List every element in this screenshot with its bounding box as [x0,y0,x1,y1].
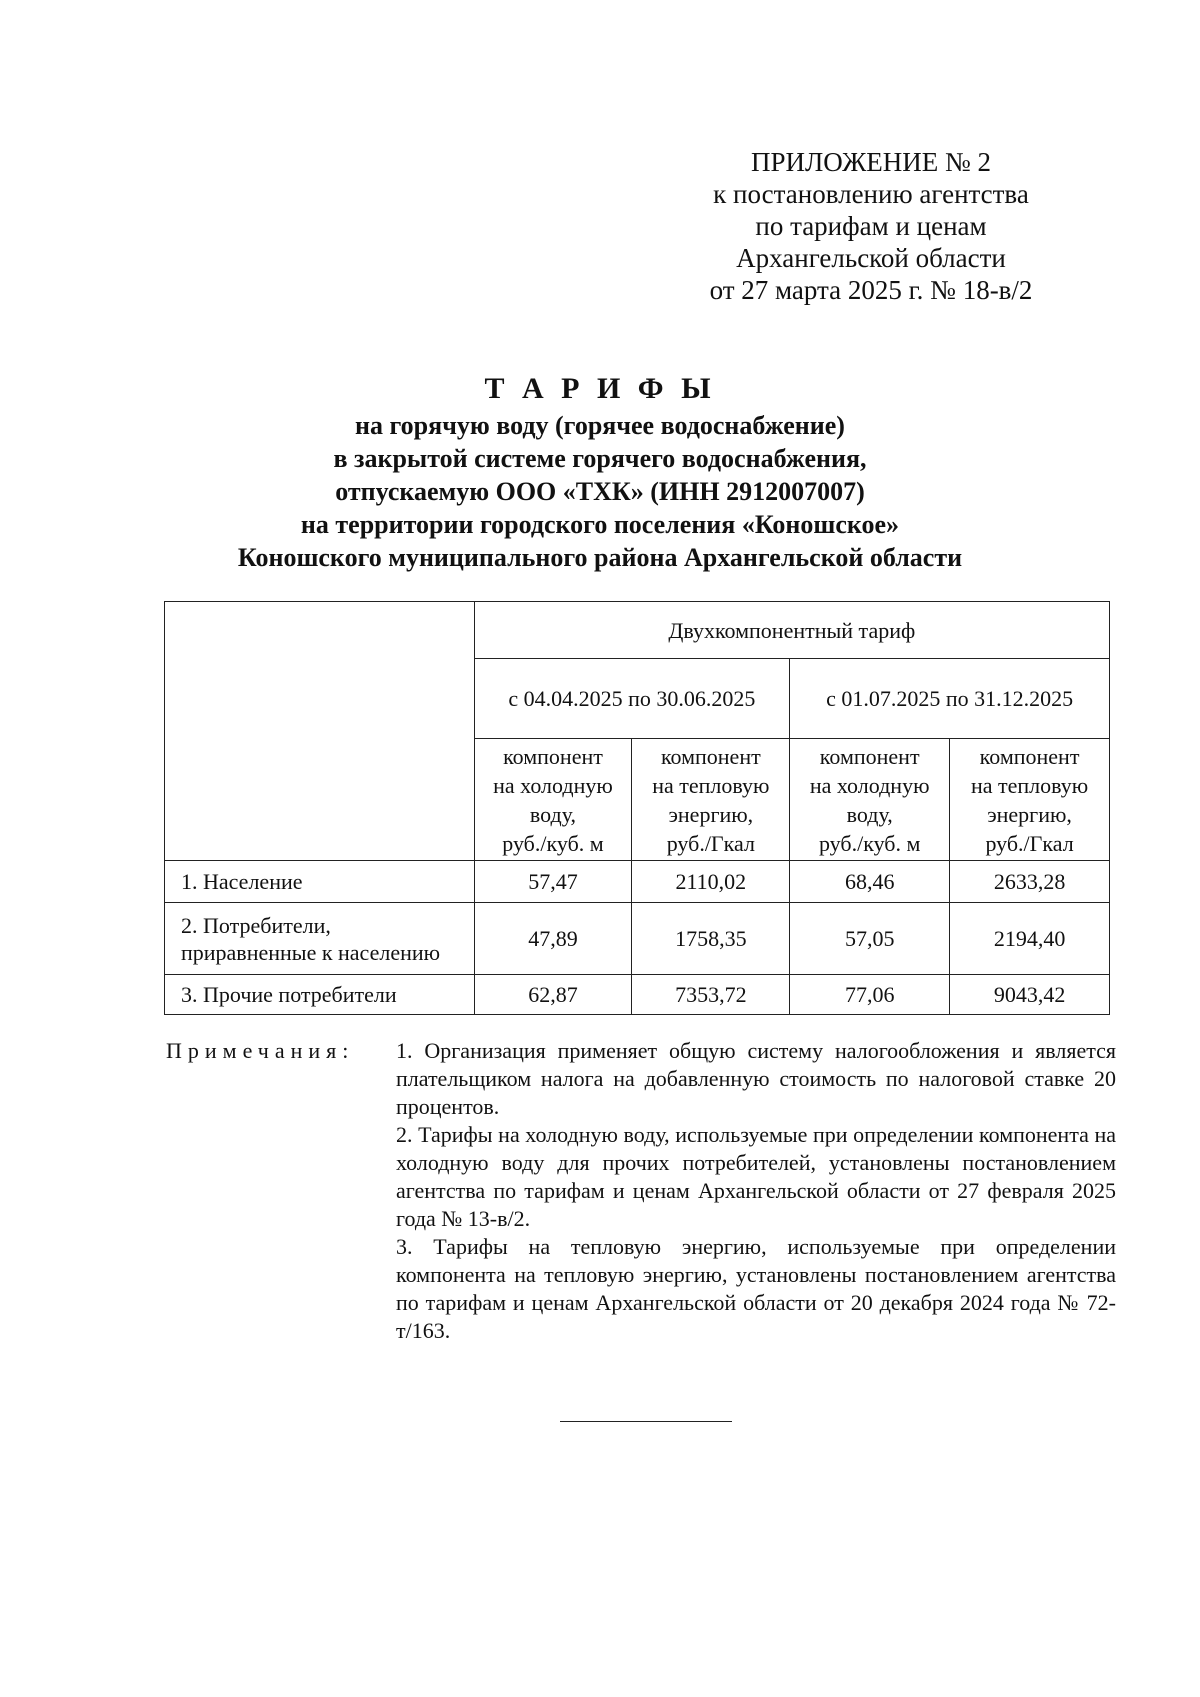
value-cell: 2633,28 [950,861,1110,903]
value-cell: 2194,40 [950,903,1110,975]
title-line: Коношского муниципального района Архангельской области [237,543,963,572]
appendix-line: ПРИЛОЖЕНИЕ № 2 [750,147,992,177]
title-line: на горячую воду (горячее водоснабжение) [355,411,845,440]
appendix-header [690,146,1052,306]
table-row [165,903,1110,975]
value-cell: 57,47 [474,861,632,903]
title-line: отпускаемую ООО «ТХК» (ИНН 2912007007) [335,477,865,506]
notes-heading: Примечания: [166,1038,355,1063]
component-header: компонент на холодную воду, руб./куб. м [474,739,632,861]
component-header: компонент на тепловую энергию, руб./Гкал [632,739,790,861]
value-cell: 47,89 [474,903,632,975]
appendix-line: от 27 марта 2025 г. № 18-в/2 [709,275,1033,305]
row-label: 1. Население [165,861,475,903]
group-header: Двухкомпонентный тариф [474,602,1109,659]
appendix-line: к постановлению агентства [713,179,1029,209]
title-line: в закрытой системе горячего водоснабжения, [333,444,867,473]
tariff-table [164,601,1110,1015]
value-cell: 7353,72 [632,975,790,1015]
table-row [165,975,1110,1015]
value-cell: 57,05 [790,903,950,975]
component-header: компонент на холодную воду, руб./куб. м [790,739,950,861]
component-header: компонент на тепловую энергию, руб./Гкал [950,739,1110,861]
closing-divider [560,1421,732,1422]
value-cell: 62,87 [474,975,632,1015]
value-cell: 68,46 [790,861,950,903]
value-cell: 9043,42 [950,975,1110,1015]
period-header: с 04.04.2025 по 30.06.2025 [474,659,790,739]
note-item: 2. Тарифы на холодную воду, используемые при определении компонента на холодную воду для прочих потребителей, установлены постановлением агентства по тарифам и ценам Архангельской области от 27 февраля 2025 года № 13-в/2. [396,1122,1116,1231]
row-label: 3. Прочие потребители [165,975,475,1015]
value-cell: 77,06 [790,975,950,1015]
table-row [165,861,1110,903]
appendix-line: по тарифам и ценам [755,211,987,241]
empty-corner-cell [165,602,475,861]
period-header: с 01.07.2025 по 31.12.2025 [790,659,1110,739]
note-item: 3. Тарифы на тепловую энергию, используемые при определении компонента на тепловую энергию, установлены постановлением агентства по тарифам и ценам Архангельской области от 20 декабря 2024 года № 72-т/163. [396,1234,1116,1343]
value-cell: 1758,35 [632,903,790,975]
title-line: на территории городского поселения «Коношское» [300,510,900,539]
title-heading: Т А Р И Ф Ы [484,372,716,405]
row-label: 2. Потребители, приравненные к населению [165,903,475,975]
document-title [150,372,1050,574]
appendix-line: Архангельской области [736,243,1006,273]
note-item: 1. Организация применяет общую систему налогообложения и является плательщиком налога на добавленную стоимость по налоговой ставке 20 процентов. [396,1038,1116,1119]
notes-list [396,1037,1116,1345]
value-cell: 2110,02 [632,861,790,903]
